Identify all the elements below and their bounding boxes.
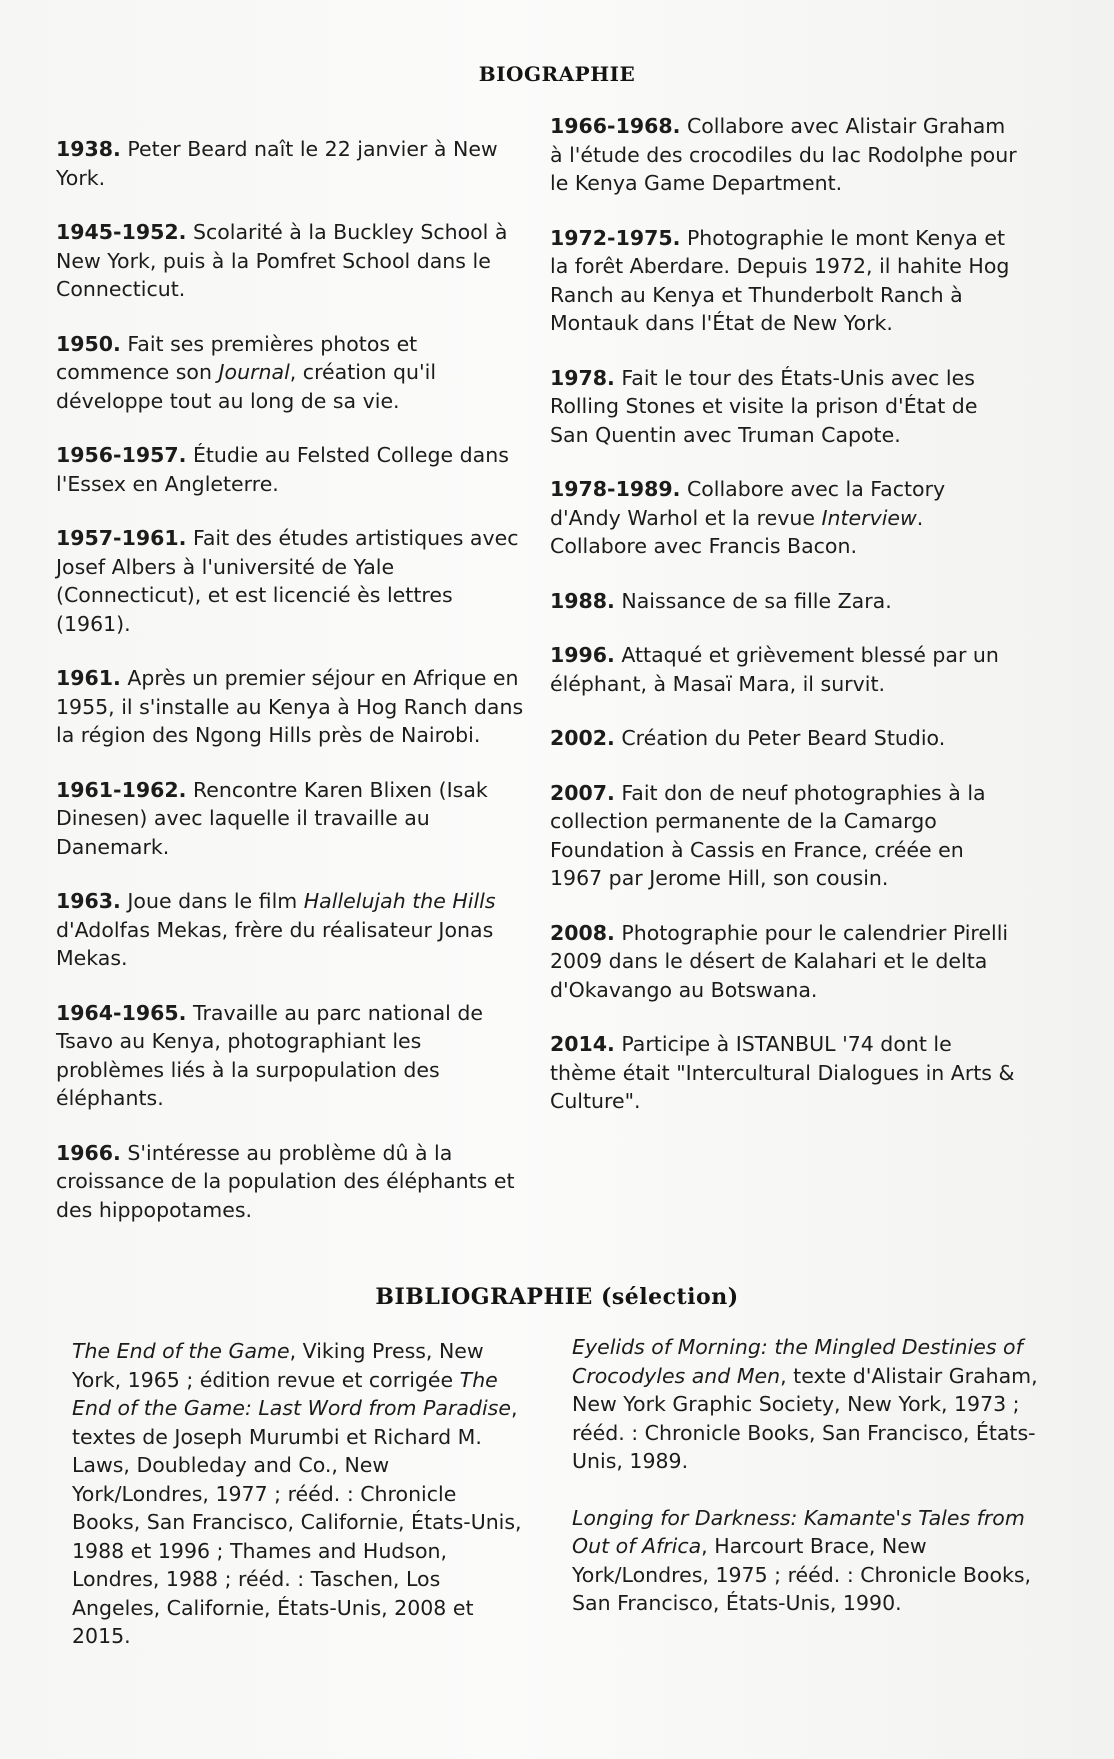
italic-title: Eyelids of Morning: the Mingled Destinies of Crocodyles and Men [572, 1335, 1023, 1388]
entry-text: , création qu'il développe tout au long de sa vie. [56, 360, 437, 413]
biography-entry [550, 641, 1020, 698]
entry-year: 1988. [550, 588, 615, 613]
entry-year: 1961. [56, 666, 121, 690]
entry-text: Travaille au parc national de Tsavo au Kenya, photographiant les problèmes liés à la surpopulation des éléphants. [56, 1000, 483, 1110]
biography-entry [56, 1139, 526, 1225]
entry-text: Création du Peter Beard Studio. [614, 726, 946, 750]
entry-year: 1938. [56, 137, 121, 161]
entry-year: 1950. [56, 331, 121, 356]
biography-entry [56, 776, 526, 862]
entry-year: 1961-1962. [56, 777, 187, 802]
entry-text: Rencontre Karen Blixen (Isak Dinesen) avec laquelle il travaille au Danemark. [56, 777, 488, 859]
biography-entry [550, 475, 1020, 561]
italic-title: Longing for Darkness: Kamante's Tales from Out of Africa [572, 1505, 1025, 1558]
entry-text: Scolarité à la Buckley School à New York, puis à la Pomfret School dans le Connecticut. [56, 220, 508, 301]
biography-entry [550, 224, 1020, 338]
entry-year: 1966-1968. [550, 114, 681, 138]
biography-right-column [550, 112, 1020, 1142]
entry-text: , texte d'Alistair Graham, New York Graphic Society, New York, 1973 ; rééd. : Chronicle Books, San Francisco, États-Unis, 1989. [572, 1363, 1038, 1473]
biography-entry [56, 330, 526, 416]
entry-year: 1978-1989. [550, 477, 681, 501]
entry-text: Attaqué et grièvement blessé par un éléphant, à Masaï Mara, il survit. [550, 643, 999, 696]
biography-entry [56, 135, 526, 192]
entry-text: Collabore avec la Factory d'Andy Warhol et la revue [550, 477, 946, 530]
entry-text: Collabore avec Alistair Graham à l'étude des crocodiles du lac Rodolphe pour le Kenya Game Department. [550, 114, 1017, 195]
entry-text: , Harcourt Brace, New York/Londres, 1975 ; rééd. : Chronicle Books, San Francisco, États-Unis, 1990. [572, 1534, 1032, 1615]
entry-text: , Viking Press, New York, 1965 ; édition revue et corrigée [72, 1339, 484, 1392]
entry-text: Photographie pour le calendrier Pirelli 2009 dans le désert de Kalahari et le delta d'Okavango au Botswana. [550, 920, 1009, 1002]
entry-text: Étudie au Felsted College dans l'Essex en Angleterre. [56, 443, 509, 496]
entry-year: 2002. [550, 726, 615, 750]
biography-left-column [56, 135, 526, 1250]
bibliography-entry [572, 1333, 1042, 1476]
entry-year: 1966. [56, 1140, 121, 1165]
entry-year: 1964-1965. [56, 1000, 187, 1025]
biography-heading: BIOGRAPHIE [478, 62, 636, 86]
biography-entry [56, 887, 526, 973]
bibliography-entry [572, 1504, 1042, 1618]
biography-entry [56, 664, 526, 750]
biography-entry [550, 587, 1020, 616]
entry-year: 2007. [550, 780, 615, 805]
bibliography-entry [72, 1337, 527, 1651]
entry-year: 1978. [550, 365, 615, 390]
biography-entry [550, 364, 1020, 450]
biography-entry [56, 999, 526, 1113]
entry-text: Fait ses premières photos et commence son [56, 331, 418, 384]
biography-entry [550, 112, 1020, 198]
entry-year: 2014. [550, 1032, 615, 1056]
bibliography-heading: BIBLIOGRAPHIE (sélection) [375, 1284, 739, 1310]
italic-title: Hallelujah the Hills [303, 889, 496, 913]
entry-text: Joue dans le film [120, 889, 304, 913]
entry-year: 1996. [550, 643, 615, 667]
entry-text: Participe à ISTANBUL '74 dont le thème était "Intercultural Dialogues in Arts & Culture". [550, 1032, 1015, 1113]
entry-text: S'intéresse au problème dû à la croissance de la population des éléphants et des hippopotames. [56, 1140, 515, 1222]
entry-text: d'Adolfas Mekas, frère du réalisateur Jonas Mekas. [56, 917, 494, 970]
entry-text: Photographie le mont Kenya et la forêt Aberdare. Depuis 1972, il hahite Hog Ranch au Kenya et Thunderbolt Ranch à Montauk dans l'État de New York. [550, 225, 1010, 335]
entry-text: Après un premier séjour en Afrique en 1955, il s'installe au Kenya à Hog Ranch dans la région des Ngong Hills près de Nairobi. [56, 666, 524, 747]
bibliography-right-column [572, 1333, 1042, 1646]
entry-year: 2008. [550, 920, 615, 945]
entry-text: . Collabore avec Francis Bacon. [550, 505, 924, 558]
italic-title: The End of the Game [72, 1339, 290, 1363]
biography-entry [56, 218, 526, 304]
entry-year: 1945-1952. [56, 220, 187, 244]
italic-title: The End of the Game: Last Word from Paradise [72, 1367, 511, 1420]
entry-year: 1957-1961. [56, 526, 187, 550]
entry-text: Fait le tour des États-Unis avec les Rolling Stones et visite la prison d'État de San Quentin avec Truman Capote. [550, 365, 978, 447]
biography-entry [550, 919, 1020, 1005]
entry-text: Fait des études artistiques avec Josef Albers à l'université de Yale (Connecticut), et est licencié ès lettres (1961). [56, 526, 519, 636]
entry-text: Peter Beard naît le 22 janvier à New York. [56, 137, 498, 190]
bibliography-left-column [72, 1337, 527, 1679]
entry-year: 1963. [56, 889, 121, 913]
biography-entry [550, 779, 1020, 893]
entry-text: Naissance de sa fille Zara. [614, 588, 892, 613]
italic-title: Interview [821, 505, 917, 530]
biography-entry [56, 524, 526, 638]
entry-text: Fait don de neuf photographies à la collection permanente de la Camargo Foundation à Cassis en France, créée en 1967 par Jerome Hill, son cousin. [550, 780, 986, 890]
italic-title: Journal [218, 360, 290, 384]
biography-entry [56, 441, 526, 498]
entry-year: 1972-1975. [550, 225, 681, 250]
entry-text: , textes de Joseph Murumbi et Richard M. Laws, Doubleday and Co., New York/Londres, 1977 ; rééd. : Chronicle Books, San Francisco, Californie, États-Unis, 1988 et 1996 ; Thames and Hudson, Londres, 1988 ; rééd. : Taschen, Los Angeles, Californie, États-Unis, 2008 et 2015. [72, 1396, 522, 1648]
biography-entry [550, 724, 1020, 753]
entry-year: 1956-1957. [56, 443, 187, 467]
biography-entry [550, 1030, 1020, 1116]
